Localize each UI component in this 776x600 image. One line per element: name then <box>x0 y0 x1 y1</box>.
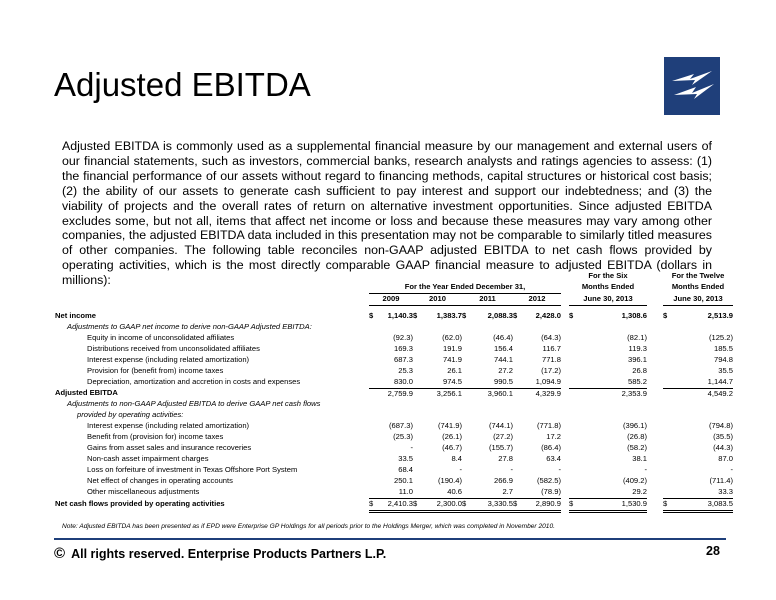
footer-copyright <box>54 545 386 562</box>
table-row <box>55 432 733 443</box>
dollar-sign <box>462 366 470 377</box>
dollar-sign <box>663 366 673 377</box>
dollar-sign <box>569 454 583 465</box>
cell-value: (17.2) <box>541 365 561 375</box>
dollar-sign <box>663 487 673 498</box>
dollar-sign <box>513 377 521 388</box>
cell-value: 990.5 <box>470 377 513 388</box>
table-row <box>55 421 733 432</box>
dollar-sign <box>413 443 421 454</box>
cell-value: 33.5 <box>398 454 413 463</box>
cell-value: (25.3) <box>393 432 413 442</box>
cell-value: (771.8) <box>536 421 561 431</box>
dollar-sign <box>413 344 421 355</box>
dollar-sign <box>663 333 673 344</box>
cell-value: (35.5) <box>713 432 733 442</box>
col-2010: 2010 <box>413 293 462 305</box>
cell-value: (125.2) <box>708 333 733 343</box>
cell-value: (46.4) <box>493 333 513 343</box>
cell-value: 119.3 <box>628 343 647 353</box>
dollar-sign <box>413 476 421 487</box>
table-row <box>55 443 733 454</box>
cell-value: (44.3) <box>713 443 733 453</box>
cell-value: 2.7 <box>470 487 513 498</box>
table-row <box>55 355 733 366</box>
dollar-sign <box>369 487 377 498</box>
row-label: Benefit from (provision for) income taxes <box>87 432 224 442</box>
col-2009: 2009 <box>369 293 413 305</box>
cell-value: 185.5 <box>713 343 733 353</box>
dollar-sign: $ <box>569 311 574 321</box>
table-row <box>55 476 733 487</box>
footnote: Note: Adjusted EBITDA has been presented as if EPD were Enterprise GP Holdings for all periods prior to the Holdings Merger, which was completed in November 2010. <box>62 523 555 530</box>
dollar-sign: $ <box>513 311 518 321</box>
cell-value: (64.3) <box>541 333 561 343</box>
dollar-sign <box>369 366 377 377</box>
row-label: Adjusted EBITDA <box>55 388 118 398</box>
cell-value: 744.1 <box>493 354 513 364</box>
cell-value: 87.0 <box>718 454 733 463</box>
dollar-sign: $ <box>369 498 377 511</box>
row-label: Depreciation, amortization and accretion in costs and expenses <box>87 376 301 386</box>
table-row <box>55 366 733 377</box>
table-row <box>55 377 733 388</box>
dollar-sign <box>369 465 377 476</box>
cell-value: (687.3) <box>388 421 413 431</box>
dollar-sign: $ <box>369 311 374 321</box>
dollar-sign <box>569 388 583 399</box>
dollar-sign <box>462 421 470 432</box>
dollar-sign <box>369 333 377 344</box>
dollar-sign <box>413 388 421 399</box>
table-row <box>55 465 733 476</box>
cell-value: 1,308.6 <box>621 311 647 321</box>
cell-value: (741.9) <box>437 421 462 431</box>
cell-value: 1,383.7 <box>436 311 462 321</box>
year-group-header: For the Year Ended December 31, <box>369 282 561 293</box>
dollar-sign <box>513 432 521 443</box>
dollar-sign <box>513 344 521 355</box>
cell-value: (27.2) <box>493 432 513 442</box>
dollar-sign <box>462 344 470 355</box>
table-row <box>55 388 733 399</box>
cell-value: (409.2) <box>622 475 647 485</box>
dollar-sign <box>513 366 521 377</box>
cell-value: 35.5 <box>718 365 733 375</box>
cell-value: 2,428.0 <box>535 311 561 321</box>
row-label: Gains from asset sales and insurance recoveries <box>87 443 252 453</box>
dollar-sign <box>462 465 470 476</box>
dollar-sign <box>369 344 377 355</box>
dollar-sign: $ <box>462 498 470 511</box>
cell-value: 156.4 <box>493 343 513 353</box>
row-label: Adjustments to non-GAAP Adjusted EBITDA to derive GAAP net cash flows <box>67 399 321 409</box>
reconciliation-table <box>55 271 733 513</box>
copyright-text: All rights reserved. Enterprise Products Partners L.P. <box>71 547 387 561</box>
dollar-sign <box>413 432 421 443</box>
cell-value: 2,890.9 <box>521 498 561 511</box>
cell-value: 1,094.9 <box>521 377 561 388</box>
dollar-sign <box>369 476 377 487</box>
dollar-sign <box>663 388 673 399</box>
cell-value: 2,300.0 <box>421 498 462 511</box>
cell-value: - <box>644 464 647 474</box>
cell-value: 63.4 <box>546 454 561 463</box>
dollar-sign <box>663 421 673 432</box>
dollar-sign <box>513 333 521 344</box>
row-label: Net cash flows provided by operating activities <box>55 499 225 509</box>
dollar-sign <box>462 443 470 454</box>
dollar-sign <box>513 476 521 487</box>
cell-value: 2,088.3 <box>487 311 513 321</box>
footer-divider <box>54 538 726 540</box>
dollar-sign <box>413 377 421 388</box>
table-row <box>55 399 733 410</box>
dollar-sign: $ <box>413 311 418 321</box>
header-row-2 <box>55 282 733 293</box>
table-row <box>55 311 733 322</box>
cell-value: - <box>510 464 513 474</box>
row-label: Equity in income of unconsolidated affiliates <box>87 333 235 343</box>
cell-value: 974.5 <box>421 377 462 388</box>
cell-value: 687.3 <box>393 354 413 364</box>
col-2012: 2012 <box>513 293 561 305</box>
cell-value: 3,083.5 <box>673 498 733 511</box>
dollar-sign <box>413 465 421 476</box>
cell-value: 2,353.9 <box>621 388 647 398</box>
dollar-sign <box>462 333 470 344</box>
cell-value: 266.9 <box>493 475 513 485</box>
dollar-sign <box>513 443 521 454</box>
cell-value: 1,140.3 <box>387 311 413 321</box>
dollar-sign <box>369 443 377 454</box>
dollar-sign <box>413 366 421 377</box>
header-row-3 <box>55 293 733 305</box>
cell-value: 741.9 <box>442 354 462 364</box>
cell-value: (190.4) <box>437 475 462 485</box>
col-twelve-months: June 30, 2013 <box>663 293 733 305</box>
cell-value: 830.0 <box>377 377 413 388</box>
dollar-sign <box>569 476 583 487</box>
cell-value: 4,549.2 <box>707 388 733 398</box>
row-label: Non-cash asset impairment charges <box>87 454 209 463</box>
cell-value: 27.8 <box>498 454 513 463</box>
page-title: Adjusted EBITDA <box>54 66 311 103</box>
dollar-sign <box>462 432 470 443</box>
cell-value: 2,410.3 <box>377 498 413 511</box>
dollar-sign <box>569 432 583 443</box>
row-label: Net income <box>55 311 96 321</box>
dollar-sign <box>513 421 521 432</box>
dollar-sign <box>663 454 673 465</box>
dollar-sign <box>462 487 470 498</box>
dollar-sign <box>369 421 377 432</box>
col-2011: 2011 <box>462 293 513 305</box>
dollar-sign <box>663 377 673 388</box>
cell-value: - <box>730 464 733 474</box>
table-row <box>55 487 733 498</box>
cell-value: 26.1 <box>447 365 462 375</box>
row-label: Interest expense (including related amortization) <box>87 354 250 364</box>
cell-value: (155.7) <box>488 443 513 453</box>
cell-value: (396.1) <box>622 421 647 431</box>
dollar-sign <box>369 355 377 366</box>
cell-value: 3,256.1 <box>436 388 462 398</box>
dollar-sign: $ <box>462 311 467 321</box>
dollar-sign: $ <box>413 498 421 511</box>
row-label: Adjustments to GAAP net income to derive non-GAAP Adjusted EBITDA: <box>67 322 312 332</box>
col-six-months: June 30, 2013 <box>569 293 647 305</box>
dollar-sign <box>369 454 377 465</box>
dollar-sign: $ <box>513 498 521 511</box>
cell-value: 26.8 <box>632 365 647 375</box>
cell-value: 38.1 <box>632 454 647 463</box>
table-row <box>55 410 733 421</box>
row-label: Interest expense (including related amortization) <box>87 421 250 431</box>
dollar-sign: $ <box>663 498 673 511</box>
dollar-sign <box>369 432 377 443</box>
cell-value: 794.8 <box>713 354 733 364</box>
cell-value: 68.4 <box>398 464 413 474</box>
cell-value: (46.7) <box>442 443 462 453</box>
row-label: Distributions received from unconsolidated affiliates <box>87 343 260 353</box>
dollar-sign <box>462 377 470 388</box>
cell-value: 3,330.5 <box>470 498 513 511</box>
six-months-header-line2: Months Ended <box>581 282 635 292</box>
dollar-sign <box>413 454 421 465</box>
cell-value: 3,960.1 <box>487 388 513 398</box>
row-label: Other miscellaneous adjustments <box>87 486 200 496</box>
dollar-sign <box>663 432 673 443</box>
cell-value: - <box>459 464 462 474</box>
twelve-months-header: For the Twelve <box>671 271 725 280</box>
cell-value: - <box>410 443 413 453</box>
dollar-sign <box>513 487 521 498</box>
six-months-header: For the Six <box>588 271 628 280</box>
dollar-sign <box>413 355 421 366</box>
cell-value: 396.1 <box>627 354 647 364</box>
cell-value: 29.2 <box>583 487 647 498</box>
cell-value: 771.8 <box>541 354 561 364</box>
cell-value: 2,513.9 <box>707 311 733 321</box>
dollar-sign <box>569 443 583 454</box>
cell-value: 1,144.7 <box>673 377 733 388</box>
dollar-sign <box>513 355 521 366</box>
cell-value: (78.9) <box>521 487 561 498</box>
cell-value: (62.0) <box>442 333 462 343</box>
dollar-sign <box>462 454 470 465</box>
dollar-sign <box>663 355 673 366</box>
cell-value: - <box>558 464 561 474</box>
cell-value: 1,530.9 <box>583 498 647 511</box>
dollar-sign <box>569 344 583 355</box>
dollar-sign <box>369 388 377 399</box>
row-label: provided by operating activities: <box>77 410 184 420</box>
dollar-sign <box>569 421 583 432</box>
cell-value: 11.0 <box>377 487 413 498</box>
table-row <box>55 333 733 344</box>
dollar-sign <box>369 377 377 388</box>
dollar-sign <box>569 333 583 344</box>
table-row <box>55 322 733 333</box>
dollar-sign <box>462 476 470 487</box>
cell-value: (82.1) <box>627 333 647 343</box>
cell-value: (744.1) <box>488 421 513 431</box>
cell-value: 33.3 <box>673 487 733 498</box>
cell-value: 2,759.9 <box>387 388 413 398</box>
cell-value: 4,329.9 <box>535 388 561 398</box>
cell-value: (86.4) <box>541 443 561 453</box>
cell-value: 191.9 <box>442 343 462 353</box>
cell-value: 27.2 <box>498 365 513 375</box>
dollar-sign <box>569 465 583 476</box>
cell-value: 169.3 <box>393 343 413 353</box>
dollar-sign <box>513 454 521 465</box>
cell-value: 250.1 <box>393 475 413 485</box>
cell-value: (26.1) <box>442 432 462 442</box>
dollar-sign <box>413 421 421 432</box>
dollar-sign: $ <box>663 311 668 321</box>
dollar-sign <box>513 388 521 399</box>
header-row-1 <box>55 271 733 282</box>
dollar-sign <box>569 377 583 388</box>
row-label: Net effect of changes in operating accounts <box>87 475 233 485</box>
dollar-sign <box>663 465 673 476</box>
cell-value: (92.3) <box>393 333 413 343</box>
dollar-sign <box>663 344 673 355</box>
cell-value: 116.7 <box>542 343 561 353</box>
twelve-months-header-line2: Months Ended <box>671 282 725 292</box>
cell-value: 25.3 <box>398 365 413 375</box>
cell-value: (794.8) <box>708 421 733 431</box>
cell-value: (26.8) <box>627 432 647 442</box>
page-number: 28 <box>706 544 720 558</box>
row-label: Loss on forfeiture of investment in Texas Offshore Port System <box>87 464 298 474</box>
cell-value: (58.2) <box>627 443 647 453</box>
dollar-sign <box>462 355 470 366</box>
dollar-sign <box>569 487 583 498</box>
cell-value: (711.4) <box>709 475 733 485</box>
copyright-icon: © <box>54 545 66 562</box>
cell-value: 8.4 <box>451 454 462 463</box>
table-row <box>55 498 733 511</box>
dollar-sign <box>663 443 673 454</box>
dollar-sign <box>569 366 583 377</box>
dollar-sign <box>569 355 583 366</box>
row-label: Provision for (benefit from) income taxes <box>87 365 224 375</box>
cell-value: 17.2 <box>546 432 561 442</box>
intro-paragraph: Adjusted EBITDA is commonly used as a supplemental financial measure by our management and external users of our financial statements, such as investors, commercial banks, research analysts and ratings agencies to assess: (1) the financial performance of our assets without regard to financing methods, capital structures or historical cost basis; (2) the ability of our assets to generate cash sufficient to pay interest and support our indebtedness; and (3) the viability of projects and the overall rates of return on alternative investment opportunities. Since adjusted EBITDA excludes some, but not all, items that affect net income or loss and because these measures may vary among other companies, the adjusted EBITDA data included in this presentation may not be comparable to similarly titled measures of other companies. The following table reconciles non-GAAP adjusted EBITDA to net cash flows provided by operating activities, which is the most directly comparable GAAP financial measure to adjusted EBITDA (dollars in millions): <box>62 139 712 288</box>
dollar-sign <box>462 388 470 399</box>
table-row <box>55 344 733 355</box>
lightning-bolt-logo-icon <box>664 57 720 115</box>
cell-value: 585.2 <box>583 377 647 388</box>
cell-value: (582.5) <box>536 475 561 485</box>
dollar-sign <box>413 487 421 498</box>
company-logo <box>664 57 720 115</box>
dollar-sign <box>413 333 421 344</box>
dollar-sign <box>663 476 673 487</box>
dollar-sign: $ <box>569 498 583 511</box>
table-row <box>55 454 733 465</box>
dollar-sign <box>513 465 521 476</box>
cell-value: 40.6 <box>421 487 462 498</box>
